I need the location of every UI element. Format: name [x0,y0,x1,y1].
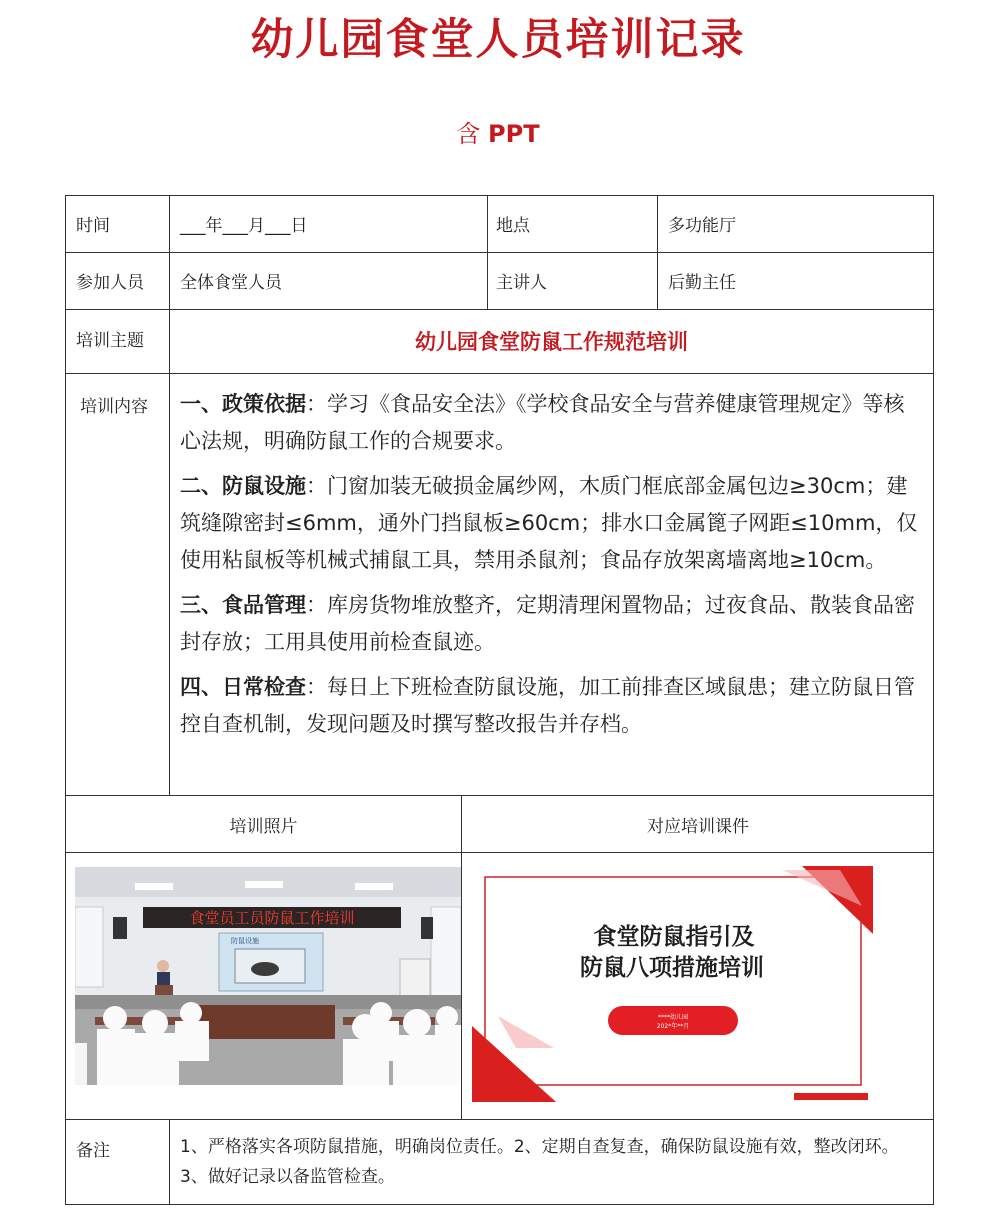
courseware-slide [472,866,873,1102]
photo-header: 培训照片 [229,816,298,837]
speaker-label: 主讲人 [496,273,547,293]
content-item-body: ：每日上下班检查防鼠设施，加工前排查区域鼠患；建立防鼠日管控自查机制，发现问题及时撰写整改报告并存档。 [180,675,915,736]
remarks-label: 备注 [76,1141,110,1161]
topic-label: 培训主题 [76,331,144,351]
courseware-header: 对应培训课件 [647,816,749,837]
content-item-body: ：学习《食品安全法》《学校食品安全与营养健康管理规定》等核心法规，明确防鼠工作的合规要求。 [180,392,905,453]
col-divider [169,195,170,795]
content-item [180,468,920,579]
remarks-text: 1、严格落实各项防鼠措施，明确岗位责任。2、定期自查复查，确保防鼠设施有效，整改闭环。3、做好记录以备监管检查。 [180,1137,899,1187]
participants-value: 全体食堂人员 [180,273,282,293]
banner-text: 食堂员工员防鼠工作培训 [189,909,355,927]
content-label: 培训内容 [80,397,148,417]
content-item [180,669,920,743]
screen-caption: 防鼠设施 [231,937,259,945]
subtitle-ppt: PPT [488,120,540,148]
document-title: 幼儿园食堂人员培训记录 [250,15,746,65]
document-subtitle [0,114,996,149]
content-item-body: ：库房货物堆放整齐，定期清理闲置物品；过夜食品、散装食品密封存放；工用具使用前检查鼠迹。 [180,593,915,654]
slide-title-line2: 防鼠八项措施培训 [580,955,764,981]
col-divider [487,195,488,309]
topic-value: 幼儿园食堂防鼠工作规范培训 [415,330,688,354]
speaker-value: 后勤主任 [668,273,736,293]
col-divider [657,195,658,309]
row-divider [65,852,934,853]
content-item [180,386,920,460]
content-item [180,587,920,661]
slide-pill-line1: ****幼儿园 [657,1014,689,1021]
content-item-head: 三、食品管理 [180,593,306,617]
time-label: 时间 [76,216,110,236]
content-item-head: 四、日常检查 [180,675,306,699]
content-item-head: 二、防鼠设施 [180,474,306,498]
place-label: 地点 [496,216,530,236]
content-item-body: ：门窗加装无破损金属纱网，木质门框底部金属包边≥30cm；建筑缝隙密封≤6mm，通外门挡鼠板≥60cm；排水口金属篦子网距≤10mm，仅使用粘鼠板等机械式捕鼠工具，禁用杀鼠剂；食品存放架离墙离地≥10cm。 [180,474,918,572]
time-value: ___年___月___日 [180,216,308,236]
subtitle-prefix: 含 [456,120,489,148]
slide-title-line1: 食堂防鼠指引及 [593,924,755,950]
slide-pill-line2: 202*年**月 [656,1023,690,1030]
training-photo [75,867,461,1085]
training-content [180,386,920,751]
participants-label: 参加人员 [76,273,144,293]
row-divider [65,1119,934,1120]
col-divider [169,1119,170,1205]
place-value: 多功能厅 [668,216,736,236]
row-divider [65,252,934,253]
content-item-head: 一、政策依据 [180,392,306,416]
row-divider [65,373,934,374]
